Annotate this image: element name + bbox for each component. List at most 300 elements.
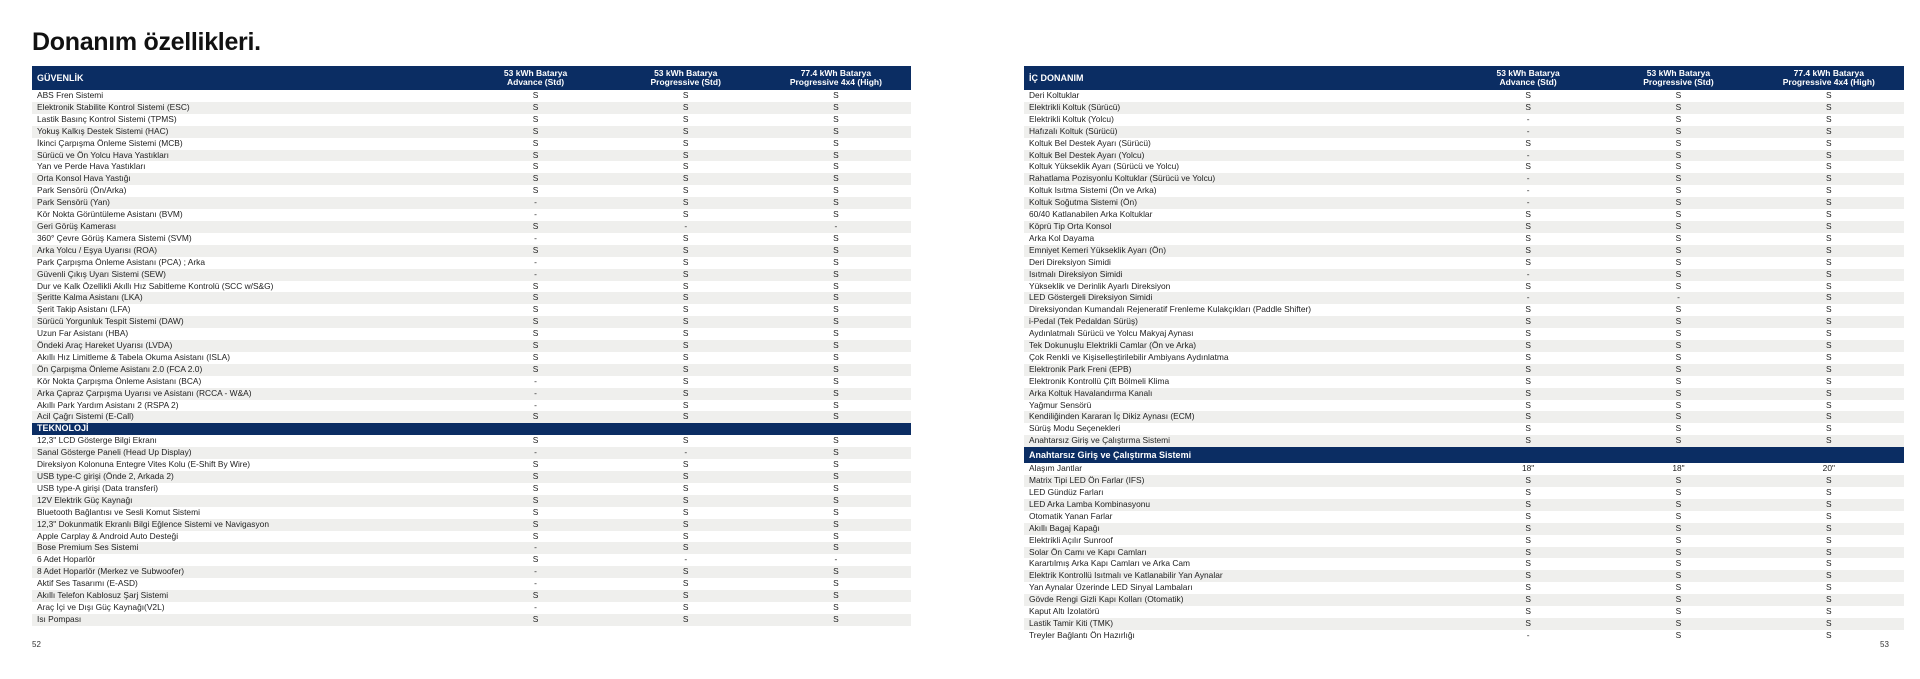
feature-value: S — [682, 506, 689, 517]
feature-value: - — [460, 542, 610, 554]
feature-value: S — [1826, 137, 1832, 148]
feature-value: S — [1754, 364, 1904, 376]
feature-value: S — [1826, 399, 1832, 410]
feature-value: S — [1453, 618, 1603, 630]
table-row — [1024, 340, 1904, 352]
table-row — [32, 161, 911, 173]
feature-name: Orta Konsol Hava Yastığı — [32, 173, 460, 185]
feature-value: S — [1754, 435, 1904, 447]
feature-name: Arka Koltuk Havalandırma Kanalı — [1024, 388, 1453, 400]
feature-value: S — [833, 90, 839, 100]
feature-value: S — [1826, 351, 1832, 362]
feature-value: S — [1453, 102, 1603, 114]
feature-value: S — [460, 495, 610, 507]
feature-value: S — [1675, 510, 1682, 521]
feature-value: S — [1525, 209, 1531, 220]
feature-value: S — [1675, 232, 1682, 243]
feature-name: Deri Direksiyon Simidi — [1029, 256, 1111, 267]
feature-value: S — [761, 150, 911, 162]
feature-value: S — [833, 506, 839, 517]
feature-value: S — [460, 340, 610, 352]
table-row — [32, 400, 911, 412]
feature-value: S — [1826, 558, 1832, 569]
table-row — [1024, 328, 1904, 340]
feature-value: S — [1525, 137, 1531, 148]
section-header: TEKNOLOJİ — [32, 423, 911, 435]
feature-value: S — [1603, 102, 1753, 114]
feature-name: Şerit Takip Asistanı (LFA) — [37, 304, 131, 315]
feature-value: S — [611, 614, 761, 626]
feature-value: - — [684, 554, 688, 565]
page-number-right: 53 — [1880, 640, 1889, 649]
feature-value: S — [833, 375, 839, 386]
feature-value: S — [532, 161, 539, 172]
feature-value: S — [761, 102, 911, 114]
feature-value: 18" — [1521, 463, 1535, 474]
feature-value: S — [460, 614, 610, 626]
feature-name: Koltuk Soğutma Sistemi (Ön) — [1024, 197, 1453, 209]
feature-value: S — [611, 150, 761, 162]
table-row — [32, 507, 911, 519]
section-header-ic-donanim: İÇ DONANIM — [1024, 66, 1453, 90]
table-row — [1024, 570, 1904, 582]
page-number-left: 52 — [32, 640, 41, 649]
feature-name: Solar Ön Camı ve Kapı Camları — [1024, 547, 1453, 559]
feature-value: - — [1603, 292, 1753, 304]
variant-header-1: 53 kWh Batarya Advance (Std) — [460, 66, 610, 90]
feature-name: Apple Carplay & Android Auto Desteği — [37, 530, 179, 541]
left-table-header-row — [32, 66, 911, 90]
feature-value: S — [1525, 280, 1531, 291]
feature-value: S — [682, 137, 689, 148]
feature-name: Gövde Rengi Gizli Kapı Kolları (Otomatik) — [1024, 594, 1453, 606]
feature-value: - — [1526, 185, 1530, 196]
feature-value: S — [1754, 475, 1904, 487]
table-row — [1024, 316, 1904, 328]
feature-value: S — [1525, 423, 1531, 434]
feature-value: S — [1754, 570, 1904, 582]
feature-value: S — [682, 161, 689, 172]
feature-value: S — [1826, 487, 1832, 497]
feature-value: S — [1603, 245, 1753, 257]
table-row — [32, 471, 911, 483]
feature-value: S — [833, 113, 839, 124]
feature-name: 12,3" Dokunmatik Ekranlı Bilgi Eğlence Sistemi ve Navigasyon — [32, 519, 460, 531]
feature-value: S — [682, 435, 689, 446]
feature-name: Güvenli Çıkış Uyarı Sistemi (SEW) — [32, 269, 460, 281]
feature-value: S — [1754, 594, 1904, 606]
feature-value: S — [1754, 316, 1904, 328]
feature-value: S — [761, 495, 911, 507]
table-row — [1024, 161, 1904, 173]
feature-value: S — [1453, 340, 1603, 352]
feature-name: Dur ve Kalk Özellikli Akıllı Hız Sabitleme Kontrolü (SCC w/S&G) — [37, 280, 274, 291]
feature-value: S — [1603, 340, 1753, 352]
feature-value: - — [611, 221, 761, 233]
feature-name: Çok Renkli ve Kişiselleştirilebilir Ambiyans Aydınlatma — [1029, 351, 1229, 362]
feature-value: S — [460, 316, 610, 328]
feature-value: S — [1826, 304, 1832, 315]
section-header-guvenlik: GÜVENLİK — [32, 66, 460, 90]
feature-value: S — [1525, 351, 1531, 362]
table-row — [32, 90, 911, 102]
feature-value: S — [1525, 256, 1531, 267]
feature-value: S — [1525, 534, 1531, 545]
feature-name: Park Çarpışma Önleme Asistanı (PCA) ; Arka — [37, 256, 206, 267]
feature-value: S — [611, 269, 761, 281]
feature-value: S — [460, 471, 610, 483]
feature-value: S — [1603, 316, 1753, 328]
feature-value: S — [682, 304, 689, 315]
table-row — [1024, 411, 1904, 423]
feature-name: Arka Çapraz Çarpışma Uyarısı ve Asistanı (RCCA - W&A) — [32, 388, 460, 400]
feature-value: S — [1453, 594, 1603, 606]
table-row — [32, 483, 911, 495]
feature-value: S — [1453, 245, 1603, 257]
feature-value: S — [682, 482, 689, 493]
feature-value: S — [1603, 547, 1753, 559]
feature-value: S — [1826, 606, 1832, 617]
feature-name: Alaşım Jantlar — [1029, 463, 1083, 474]
feature-name: Bose Premium Ses Sistemi — [32, 542, 460, 554]
feature-value: S — [1603, 126, 1753, 138]
feature-value: S — [833, 482, 839, 493]
feature-value: S — [1603, 388, 1753, 400]
feature-value: - — [534, 601, 537, 612]
table-row — [32, 590, 911, 602]
feature-value: S — [611, 340, 761, 352]
feature-name: Akıllı Bagaj Kapağı — [1024, 523, 1453, 535]
table-row — [1024, 257, 1904, 269]
feature-value: S — [1675, 185, 1682, 196]
feature-name: Park Sensörü (Ön/Arka) — [37, 185, 127, 196]
table-row — [32, 138, 911, 150]
feature-name: Direksiyondan Kumandalı Rejeneratif Frenleme Kulakçıkları (Paddle Shifter) — [1029, 304, 1312, 315]
feature-value: S — [761, 364, 911, 376]
table-row — [1024, 126, 1904, 138]
feature-value: - — [534, 232, 537, 243]
feature-name: Kör Nokta Çarpışma Önleme Asistanı (BCA) — [37, 375, 202, 386]
feature-value: S — [1675, 256, 1682, 267]
feature-name: 12V Elektrik Güç Kaynağı — [32, 495, 460, 507]
feature-value: S — [532, 304, 539, 315]
feature-name: Tek Dokunuşlu Elektrikli Camlar (Ön ve Arka) — [1024, 340, 1453, 352]
feature-value: S — [682, 578, 689, 589]
feature-value: S — [611, 388, 761, 400]
feature-value: S — [1675, 209, 1682, 220]
feature-value: S — [761, 519, 911, 531]
feature-value: S — [761, 292, 911, 304]
feature-value: S — [1525, 304, 1531, 315]
feature-value: S — [761, 542, 911, 554]
feature-value: S — [682, 185, 689, 196]
table-row — [32, 257, 911, 269]
table-row — [1024, 138, 1904, 150]
feature-value: S — [1603, 570, 1753, 582]
feature-value: S — [761, 447, 911, 459]
table-row — [1024, 475, 1904, 487]
feature-value: S — [682, 328, 689, 339]
feature-value: S — [1826, 582, 1832, 593]
feature-name: Koltuk Bel Destek Ayarı (Yolcu) — [1024, 150, 1453, 162]
variant-header-2: 53 kWh Batarya Progressive (Std) — [611, 66, 761, 90]
feature-value: S — [1525, 582, 1531, 593]
feature-value: S — [761, 316, 911, 328]
feature-value: S — [682, 459, 689, 470]
feature-name: Sürücü Yorgunluk Tespit Sistemi (DAW) — [32, 316, 460, 328]
feature-name: USB type-C girişi (Önde 2, Arkada 2) — [32, 471, 460, 483]
feature-value: S — [611, 173, 761, 185]
feature-value: S — [1754, 102, 1904, 114]
feature-value: - — [534, 209, 537, 220]
feature-name: Koltuk Bel Destek Ayarı (Sürücü) — [1029, 137, 1151, 148]
feature-value: S — [1754, 292, 1904, 304]
feature-value: S — [1675, 161, 1682, 172]
feature-value: S — [532, 113, 539, 124]
table-row — [1024, 400, 1904, 412]
variant-header-3: 77.4 kWh Batarya Progressive 4x4 (High) — [761, 66, 911, 90]
feature-value: - — [1453, 150, 1603, 162]
feature-name: Emniyet Kemeri Yükseklik Ayarı (Ön) — [1024, 245, 1453, 257]
feature-value: S — [1603, 221, 1753, 233]
feature-value: S — [1826, 256, 1832, 267]
feature-name: Hafızalı Koltuk (Sürücü) — [1024, 126, 1453, 138]
variant-header-1: 53 kWh Batarya Advance (Std) — [1453, 66, 1603, 90]
feature-name: Öndeki Araç Hareket Uyarısı (LVDA) — [32, 340, 460, 352]
table-row — [1024, 487, 1904, 499]
feature-name: i-Pedal (Tek Pedaldan Sürüş) — [1024, 316, 1453, 328]
table-row — [32, 102, 911, 114]
feature-name: LED Arka Lamba Kombinasyonu — [1024, 499, 1453, 511]
feature-name: Lastik Tamir Kiti (TMK) — [1024, 618, 1453, 630]
feature-value: S — [761, 411, 911, 423]
feature-value: S — [1603, 150, 1753, 162]
feature-value: S — [1754, 197, 1904, 209]
feature-name: Isı Pompası — [32, 614, 460, 626]
feature-value: S — [1754, 523, 1904, 535]
feature-value: S — [682, 530, 689, 541]
table-row — [1024, 292, 1904, 304]
table-row — [32, 364, 911, 376]
feature-value: S — [833, 601, 839, 612]
feature-value: S — [1675, 423, 1682, 434]
table-row — [1024, 582, 1904, 594]
feature-name: Koltuk Isıtma Sistemi (Ön ve Arka) — [1029, 185, 1157, 196]
feature-value: S — [761, 388, 911, 400]
feature-value: S — [611, 411, 761, 423]
feature-value: S — [1453, 221, 1603, 233]
table-row — [1024, 102, 1904, 114]
feature-value: S — [761, 614, 911, 626]
feature-name: 12,3" LCD Gösterge Bilgi Ekranı — [37, 435, 157, 446]
variant-header-2: 53 kWh Batarya Progressive (Std) — [1603, 66, 1753, 90]
feature-name: Geri Görüş Kamerası — [32, 221, 460, 233]
feature-value: S — [1754, 173, 1904, 185]
table-row — [1024, 221, 1904, 233]
table-row — [32, 566, 911, 578]
feature-name: 360° Çevre Görüş Kamera Sistemi (SVM) — [37, 232, 192, 243]
feature-value: S — [1453, 435, 1603, 447]
feature-name: 6 Adet Hoparlör — [37, 554, 96, 565]
feature-value: S — [460, 519, 610, 531]
table-row — [1024, 364, 1904, 376]
table-row — [1024, 150, 1904, 162]
table-row — [1024, 245, 1904, 257]
feature-value: S — [1826, 280, 1832, 291]
table-row — [32, 281, 911, 293]
feature-name: Elektrik Kontrollü Isıtmalı ve Katlanabilir Yan Aynalar — [1024, 570, 1453, 582]
table-row — [1024, 281, 1904, 293]
table-row — [32, 245, 911, 257]
feature-value: S — [460, 173, 610, 185]
feature-value: S — [682, 280, 689, 291]
table-row — [32, 459, 911, 471]
feature-name: Karartılmış Arka Kapı Camları ve Arka Cam — [1029, 558, 1191, 569]
feature-name: 60/40 Katlanabilen Arka Koltuklar — [1029, 209, 1153, 220]
feature-name: Arka Yolcu / Eşya Uyarısı (ROA) — [32, 245, 460, 257]
feature-name: Uzun Far Asistanı (HBA) — [37, 328, 129, 339]
feature-value: S — [1603, 411, 1753, 423]
feature-value: S — [532, 506, 539, 517]
feature-value: S — [1453, 411, 1603, 423]
table-row — [32, 376, 911, 388]
feature-value: - — [534, 375, 537, 386]
feature-name: Sürüş Modu Seçenekleri — [1029, 423, 1121, 434]
feature-name: Elektrikli Koltuk (Sürücü) — [1024, 102, 1453, 114]
table-row — [1024, 523, 1904, 535]
table-row — [1024, 618, 1904, 630]
table-row — [1024, 376, 1904, 388]
feature-name: LED Gündüz Farları — [1029, 487, 1104, 497]
feature-value: S — [1675, 558, 1682, 569]
table-row — [1024, 594, 1904, 606]
table-row — [1024, 535, 1904, 547]
feature-value: S — [1754, 388, 1904, 400]
table-row — [32, 292, 911, 304]
feature-value: S — [532, 137, 539, 148]
feature-name: Sürücü ve Ön Yolcu Hava Yastıkları — [32, 150, 460, 162]
feature-value: S — [761, 590, 911, 602]
feature-name: Bluetooth Bağlantısı ve Sesli Komut Sistemi — [37, 506, 200, 517]
feature-value: - — [460, 566, 610, 578]
feature-value: S — [1754, 340, 1904, 352]
feature-value: S — [1453, 364, 1603, 376]
table-row — [1024, 304, 1904, 316]
feature-value: S — [611, 542, 761, 554]
feature-name: Köprü Tip Orta Konsol — [1024, 221, 1453, 233]
feature-value: S — [1525, 375, 1531, 386]
feature-value: S — [1453, 570, 1603, 582]
feature-value: S — [611, 566, 761, 578]
feature-value: S — [833, 232, 839, 243]
feature-value: S — [1453, 547, 1603, 559]
feature-value: S — [532, 554, 539, 565]
feature-value: S — [833, 304, 839, 315]
feature-value: S — [682, 375, 689, 386]
feature-value: S — [1603, 269, 1753, 281]
feature-value: - — [611, 447, 761, 459]
table-row — [1024, 173, 1904, 185]
table-row — [32, 435, 911, 447]
feature-value: - — [460, 197, 610, 209]
feature-name: Park Sensörü (Yan) — [32, 197, 460, 209]
table-row — [32, 304, 911, 316]
feature-value: S — [1754, 221, 1904, 233]
table-row — [32, 114, 911, 126]
feature-value: - — [1526, 113, 1530, 124]
feature-name: Aktif Ses Tasarımı (E-ASD) — [37, 578, 138, 589]
feature-value: S — [761, 173, 911, 185]
feature-value: S — [1525, 161, 1531, 172]
feature-value: 18" — [1672, 463, 1685, 474]
feature-name: Isıtmalı Direksiyon Simidi — [1024, 269, 1453, 281]
feature-value: S — [1826, 423, 1832, 434]
feature-name: Aydınlatmalı Sürücü ve Yolcu Makyaj Aynası — [1029, 328, 1194, 339]
feature-value: S — [1826, 375, 1832, 386]
table-row — [1024, 463, 1904, 475]
feature-value: S — [532, 90, 539, 100]
feature-name: Direksiyon Kolonuna Entegre Vites Kolu (E-Shift By Wire) — [37, 459, 251, 470]
feature-value: S — [532, 530, 539, 541]
feature-value: - — [534, 578, 537, 589]
feature-value: S — [1826, 534, 1832, 545]
feature-value: S — [1675, 90, 1682, 100]
feature-value: S — [532, 482, 539, 493]
table-row — [1024, 185, 1904, 197]
feature-value: S — [761, 340, 911, 352]
feature-value: S — [611, 590, 761, 602]
table-row — [32, 578, 911, 590]
left-spec-table — [32, 66, 911, 626]
feature-name: Elektronik Kontrollü Çift Bölmeli Klima — [1029, 375, 1170, 386]
feature-value: S — [833, 399, 839, 410]
feature-name: Yan Aynalar Üzerinde LED Sinyal Lambaları — [1029, 582, 1193, 593]
feature-value: S — [1754, 245, 1904, 257]
feature-name: Kaput Altı İzolatörü — [1029, 606, 1100, 617]
feature-name: Akıllı Telefon Kablosuz Şarj Sistemi — [32, 590, 460, 602]
feature-value: - — [1453, 126, 1603, 138]
feature-name: Rahatlama Pozisyonlu Koltuklar (Sürücü ve Yolcu) — [1024, 173, 1453, 185]
feature-value: S — [611, 316, 761, 328]
feature-value: S — [611, 519, 761, 531]
feature-value: S — [460, 150, 610, 162]
feature-value: S — [682, 399, 689, 410]
table-row — [32, 185, 911, 197]
feature-value: S — [532, 328, 539, 339]
feature-name: ABS Fren Sistemi — [37, 90, 104, 100]
feature-value: S — [532, 351, 539, 362]
feature-value: S — [611, 245, 761, 257]
feature-value: - — [460, 269, 610, 281]
feature-name: 8 Adet Hoparlör (Merkez ve Subwoofer) — [32, 566, 460, 578]
feature-value: S — [1453, 523, 1603, 535]
feature-value: S — [1675, 137, 1682, 148]
feature-value: S — [1826, 209, 1832, 220]
feature-name: İkinci Çarpışma Önleme Sistemi (MCB) — [37, 137, 183, 148]
feature-value: - — [761, 221, 911, 233]
feature-name: Koltuk Yükseklik Ayarı (Sürücü ve Yolcu) — [1029, 161, 1180, 172]
feature-value: S — [1826, 629, 1832, 640]
feature-value: S — [833, 351, 839, 362]
feature-value: S — [682, 113, 689, 124]
feature-name: Yan ve Perde Hava Yastıkları — [37, 161, 146, 172]
feature-value: S — [1826, 161, 1832, 172]
table-row — [32, 542, 911, 554]
right-spec-table — [1024, 66, 1904, 642]
right-table-body — [1024, 90, 1904, 642]
feature-value: S — [611, 495, 761, 507]
feature-name: Yokuş Kalkış Destek Sistemi (HAC) — [32, 126, 460, 138]
